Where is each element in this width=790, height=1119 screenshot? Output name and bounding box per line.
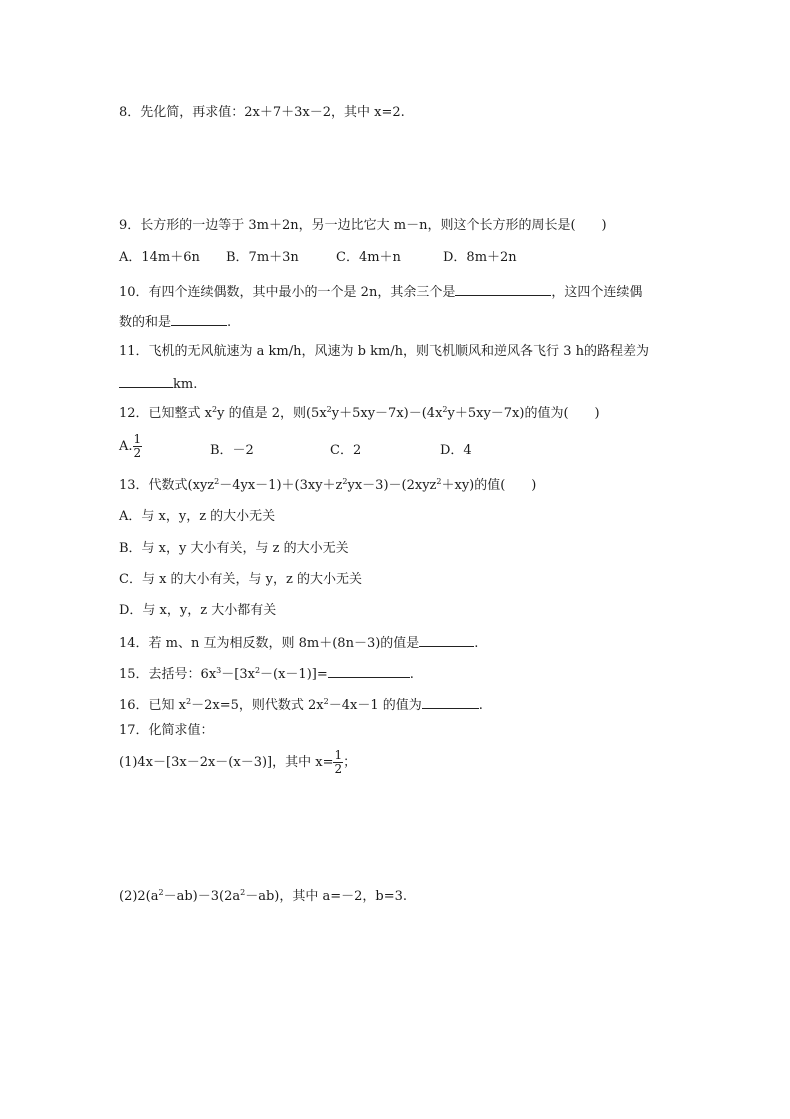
q16-text-1: 16．已知 x	[119, 698, 187, 713]
q17-2-text-1: (2)2(a	[119, 889, 159, 904]
question-17-part-1	[119, 749, 356, 776]
q17-2-text-2: －ab)－3(2a	[163, 889, 241, 904]
q12-exponent-1: 2	[212, 405, 218, 414]
q12-text-3: y＋5xy－7x)－(4x	[331, 406, 443, 421]
q16-text-4: .	[478, 698, 483, 713]
q12-option-a-fraction	[133, 433, 143, 460]
q9-option-d: D．8m＋2n	[443, 250, 517, 265]
question-11: 11．飞机的无风航速为 a km/h，风速为 b km/h，则飞机顺风和逆风各飞行 3 h的路程差为	[119, 344, 649, 359]
q15-exponent-2: 2	[254, 666, 261, 675]
q17-1-text-2: ；	[343, 755, 357, 770]
q10-text-1: 10．有四个连续偶数，其中最小的一个是 2n，其余三个是	[119, 285, 456, 300]
q16-text-2: －2x=5，则代数式 2x	[191, 698, 324, 713]
q13-text-2: －4yx－1)＋(3xy＋z	[219, 478, 343, 493]
q12-text-2: y 的值是 2，则(5x	[217, 406, 327, 421]
q15-text-4: .	[409, 667, 414, 682]
q16-exponent-2: 2	[323, 697, 329, 706]
question-14	[119, 633, 478, 653]
q13-text-4: ＋xy)的值( )	[441, 478, 537, 493]
q14-text-2: .	[474, 636, 479, 651]
q17-2-exponent-1: 2	[158, 888, 164, 897]
q13-text-3: yx－3)－(2xyz	[347, 478, 437, 493]
question-12	[119, 405, 600, 423]
q10-answer-blank-1[interactable]	[455, 282, 551, 296]
q10-text-3: 数的和是	[119, 315, 172, 330]
q9-option-c: C．4m＋n	[336, 250, 401, 265]
q16-answer-blank[interactable]	[422, 695, 479, 709]
q13-option-a: A．与 x，y，z 的大小无关	[119, 509, 276, 524]
q13-option-d: D．与 x，y，z 大小都有关	[119, 603, 277, 618]
q12-exponent-3: 2	[442, 405, 448, 414]
fraction-denominator: 2	[133, 446, 142, 460]
q12-exponent-2: 2	[326, 405, 332, 414]
q15-answer-blank[interactable]	[328, 664, 410, 678]
question-13	[119, 477, 536, 495]
q10-text-4: .	[227, 315, 232, 330]
question-16	[119, 695, 483, 715]
q15-text-1: 15．去括号：6x	[119, 667, 217, 682]
q12-option-a	[119, 433, 142, 460]
q9-option-b: B．7m＋3n	[226, 250, 299, 265]
question-17: 17．化简求值：	[119, 723, 214, 738]
q17-1-text-1: (1)4x－[3x－2x－(x－3)]，其中 x=	[119, 755, 334, 770]
q17-2-exponent-2: 2	[240, 888, 246, 897]
question-17-part-2	[119, 888, 407, 906]
question-10	[119, 282, 642, 302]
q12-text-4: y＋5xy－7x)的值为( )	[447, 406, 600, 421]
q13-exponent-1: 2	[214, 477, 220, 486]
q10-answer-blank-2[interactable]	[171, 312, 227, 326]
q15-text-3: －(x－1)]=	[260, 667, 328, 682]
q9-option-a: A．14m＋6n	[119, 250, 200, 265]
q12-text-1: 12．已知整式 x	[119, 406, 213, 421]
q13-exponent-3: 2	[436, 477, 442, 486]
q12-option-b: B．－2	[210, 443, 254, 458]
q12-option-c: C．2	[330, 443, 362, 458]
q14-answer-blank[interactable]	[419, 633, 474, 647]
question-8: 8．先化简，再求值：2x＋7＋3x－2，其中 x=2.	[119, 105, 405, 120]
q11-answer-blank[interactable]	[119, 374, 173, 388]
fraction-numerator: 1	[133, 432, 142, 446]
q16-text-3: －4x－1 的值为	[328, 698, 422, 713]
q17-2-text-3: －ab)，其中 a=－2，b=3.	[245, 889, 408, 904]
question-9: 9．长方形的一边等于 3m＋2n，另一边比它大 m－n，则这个长方形的周长是( )	[119, 218, 607, 233]
q13-option-b: B．与 x，y 大小有关，与 z 的大小无关	[119, 541, 349, 556]
question-10-cont	[119, 312, 231, 332]
q13-option-c: C．与 x 的大小有关，与 y，z 的大小无关	[119, 572, 363, 587]
q14-text-1: 14．若 m、n 互为相反数，则 8m＋(8n－3)的值是	[119, 636, 420, 651]
q17-1-fraction	[333, 749, 343, 776]
question-11-cont	[119, 374, 197, 394]
q12-option-d: D．4	[440, 443, 472, 458]
q15-text-2: －[3x	[221, 667, 255, 682]
q12-option-a-label: A.	[119, 439, 133, 454]
q11-text-2: km.	[173, 377, 198, 392]
q13-exponent-2: 2	[342, 477, 348, 486]
q15-exponent-1: 3	[216, 666, 222, 675]
q10-text-2: ，这四个连续偶	[551, 285, 643, 300]
fraction-denominator: 2	[334, 762, 343, 776]
q13-text-1: 13．代数式(xyz	[119, 478, 215, 493]
question-15	[119, 664, 414, 684]
q16-exponent-1: 2	[186, 697, 192, 706]
fraction-numerator: 1	[334, 748, 343, 762]
